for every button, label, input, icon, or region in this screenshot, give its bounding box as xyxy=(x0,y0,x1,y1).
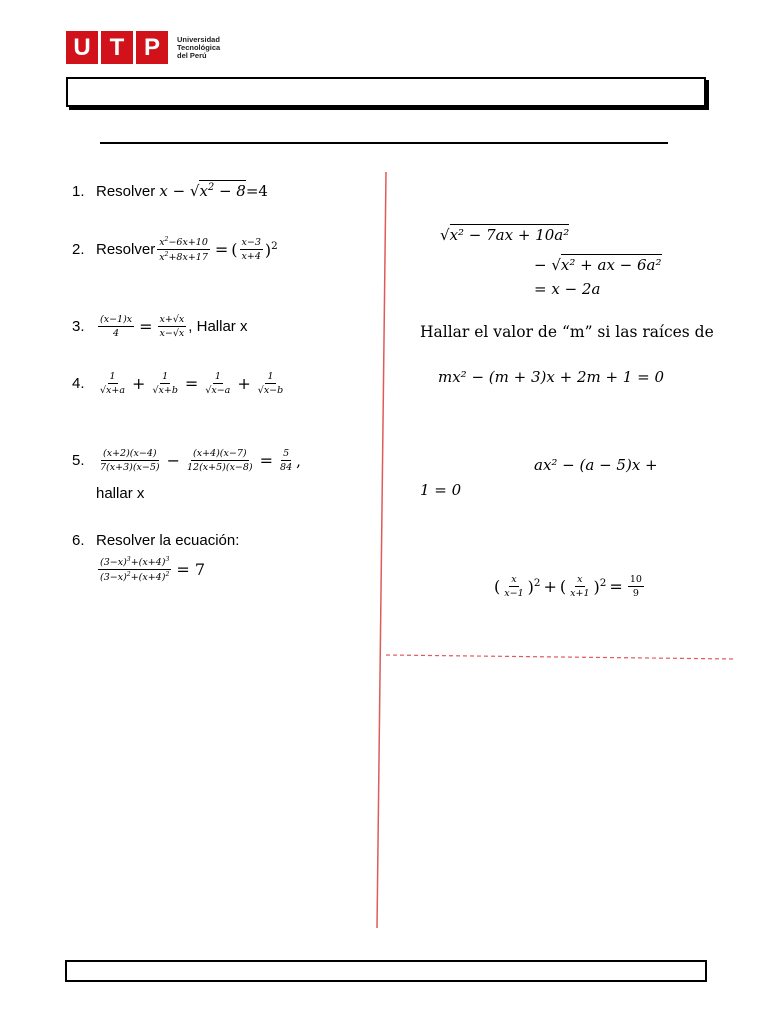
footer-box xyxy=(65,960,707,982)
problem-text: Resolver xyxy=(96,182,156,200)
university-name-line2: Tecnológica xyxy=(177,42,221,52)
problem-5-instruction: hallar x xyxy=(96,485,145,502)
dashed-divider xyxy=(386,655,736,659)
university-name-line1: Universidad xyxy=(177,34,220,44)
problem-number: 1. xyxy=(72,182,85,200)
fraction: $\frac{x-3}{x+4}$ xyxy=(241,237,261,263)
problem-text: Resolver la ecuación: xyxy=(96,532,240,549)
vertical-divider xyxy=(377,172,386,928)
problem-6 xyxy=(72,532,239,549)
fraction: $\frac{x+√x}{x-√x}$ xyxy=(159,314,185,339)
problem-5: 5. $\frac{(x+2)(x-4)}{7(x+3)(x-5)}$ − $\frac{(x+4)(x-7)}{12(x+5)(x-8)}$ = $\frac{5}{84}$ , xyxy=(72,448,301,473)
problem-2: 2. Resolver $\frac{x^2-6x+10}{x^2+8x+17}$ = ( $\frac{x-3}{x+4}$ )$^2$ xyxy=(72,236,278,264)
radical-expr-1: x² − 7ax + 10a² xyxy=(449,226,570,244)
logo-letter-p: P xyxy=(136,31,168,64)
problem-6-expression: $\frac{(3-x)^3+(x+4)^3}{(3-x)^2+(x+4)^2}$ = 7 xyxy=(100,556,206,584)
problem-3: 3. $\frac{(x-1)x}{4}$ = $\frac{x+√x}{x-√x}$ , Hallar x xyxy=(72,314,248,339)
equation-m: mx² − (m + 3)x + 2m + 1 = 0 xyxy=(438,368,665,386)
problem-number: 3. xyxy=(72,318,85,335)
problem-text: Resolver xyxy=(96,241,156,259)
problem-number: 4. xyxy=(72,375,85,392)
problem-number: 5. xyxy=(72,452,85,469)
equation-a-part1: ax² − (a − 5)x + xyxy=(534,456,658,474)
problem-expression: $x - √x^2 - 8=4$ xyxy=(159,182,268,200)
hallar-instruction: Hallar el valor de “m” si las raíces de xyxy=(420,323,714,341)
fraction: $\frac{(x-1)x}{4}$ xyxy=(100,314,133,339)
fraction: $\frac{x^2-6x+10}{x^2+8x+17}$ xyxy=(159,236,208,264)
minus-sign: − xyxy=(534,256,547,274)
problem-1 xyxy=(72,182,268,200)
radical-line-2: − √x² + ax − 6a² xyxy=(534,256,662,274)
equation-a-part2: 1 = 0 xyxy=(420,481,462,499)
equation-fractions: ( $\frac{x}{x-1}$ )$^2$ + ( $\frac{x}{x+1}$ )$^2$ = $\frac{10}{9}$ xyxy=(494,574,642,599)
problem-text: , Hallar x xyxy=(188,318,248,335)
radical-line-3: = x − 2a xyxy=(534,280,601,298)
problem-4: 4. $\frac{1}{√x+a}$ + $\frac{1}{√x+b}$ = $\frac{1}{√x-a}$ + $\frac{1}{√x-b}$ xyxy=(72,371,284,396)
radical-expr-2: x² + ax − 6a² xyxy=(560,256,662,274)
problem-number: 2. xyxy=(72,241,85,259)
radical-line-1: √x² − 7ax + 10a² xyxy=(440,226,570,244)
university-name-line3: del Perú xyxy=(177,50,207,60)
problem-number: 6. xyxy=(72,532,85,549)
logo-letter-u: U xyxy=(66,31,98,64)
logo-letter-t: T xyxy=(101,31,133,64)
